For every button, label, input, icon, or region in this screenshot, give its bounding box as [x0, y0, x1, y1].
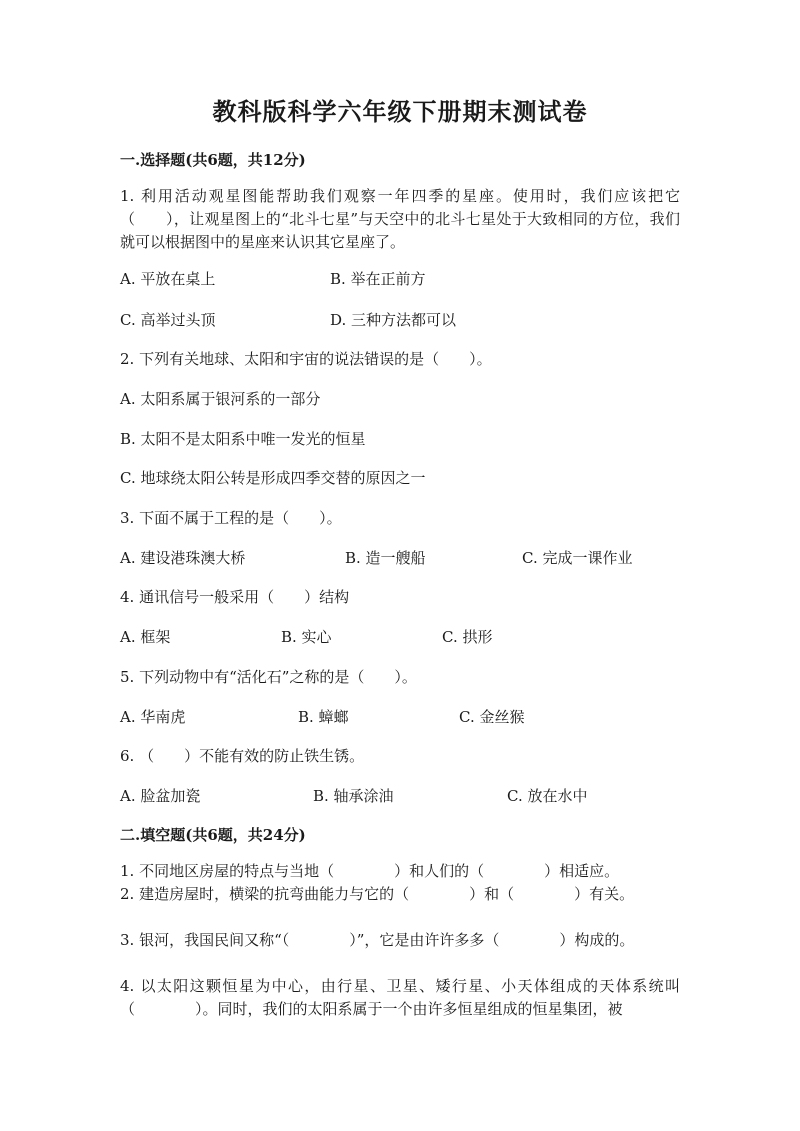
question-1-option-d: D. 三种方法都可以	[330, 311, 457, 329]
question-4-stem: 4. 通讯信号一般采用（ ）结构	[120, 588, 350, 606]
fill-item-2: 2. 建造房屋时，横梁的抗弯曲能力与它的（ ）和（ ）有关。	[120, 885, 635, 903]
question-3-option-a: A. 建设港珠澳大桥	[120, 549, 246, 567]
fill-item-4: 4. 以太阳这颗恒星为中心，由行星、卫星、矮行星、小天体组成的天体系统叫（ ）。同时，我们的太阳系属于一个由许多恒星组成的恒星集团，被	[120, 977, 680, 1018]
question-5-option-a: A. 华南虎	[120, 708, 186, 726]
question-5-stem: 5. 下列动物中有“活化石”之称的是（ ）。	[120, 668, 417, 686]
question-2-option-c: C. 地球绕太阳公转是形成四季交替的原因之一	[120, 469, 426, 487]
fill-item-1: 1. 不同地区房屋的特点与当地（ ）和人们的（ ）相适应。	[120, 862, 620, 880]
question-4-option-c: C. 拱形	[442, 628, 493, 646]
question-4-option-b: B. 实心	[281, 628, 332, 646]
page-title: 教科版科学六年级下册期末测试卷	[212, 97, 588, 126]
question-6-stem: 6. （ ）不能有效的防止铁生锈。	[120, 747, 365, 765]
section-heading-fill: 二.填空题(共6题，共24分)	[120, 826, 306, 844]
question-4-option-a: A. 框架	[120, 628, 171, 646]
question-2-stem: 2. 下列有关地球、太阳和宇宙的说法错误的是（ ）。	[120, 350, 492, 368]
question-6-option-a: A. 脸盆加瓷	[120, 787, 201, 805]
question-6-option-c: C. 放在水中	[507, 787, 588, 805]
question-1-stem: 1. 利用活动观星图能帮助我们观察一年四季的星座。使用时，我们应该把它（ ），让观星图上的“北斗七星”与天空中的北斗七星处于大致相同的方位，我们就可以根据图中的星座来认识其它星座了。	[120, 187, 680, 251]
fill-item-3: 3. 银河，我国民间又称“（ ）”，它是由许许多多（ ）构成的。	[120, 931, 635, 949]
question-3-option-c: C. 完成一课作业	[522, 549, 633, 567]
question-5-option-b: B. 蟑螂	[298, 708, 349, 726]
question-2-option-b: B. 太阳不是太阳系中唯一发光的恒星	[120, 430, 366, 448]
section-heading-choice: 一.选择题(共6题，共12分)	[120, 151, 306, 169]
question-1-option-b: B. 举在正前方	[330, 270, 426, 288]
question-1-option-c: C. 高举过头顶	[120, 311, 216, 329]
question-6-option-b: B. 轴承涂油	[313, 787, 394, 805]
question-3-stem: 3. 下面不属于工程的是（ ）。	[120, 509, 342, 527]
question-2-option-a: A. 太阳系属于银河系的一部分	[120, 390, 321, 408]
question-3-option-b: B. 造一艘船	[345, 549, 426, 567]
question-1-option-a: A. 平放在桌上	[120, 270, 216, 288]
question-5-option-c: C. 金丝猴	[459, 708, 525, 726]
